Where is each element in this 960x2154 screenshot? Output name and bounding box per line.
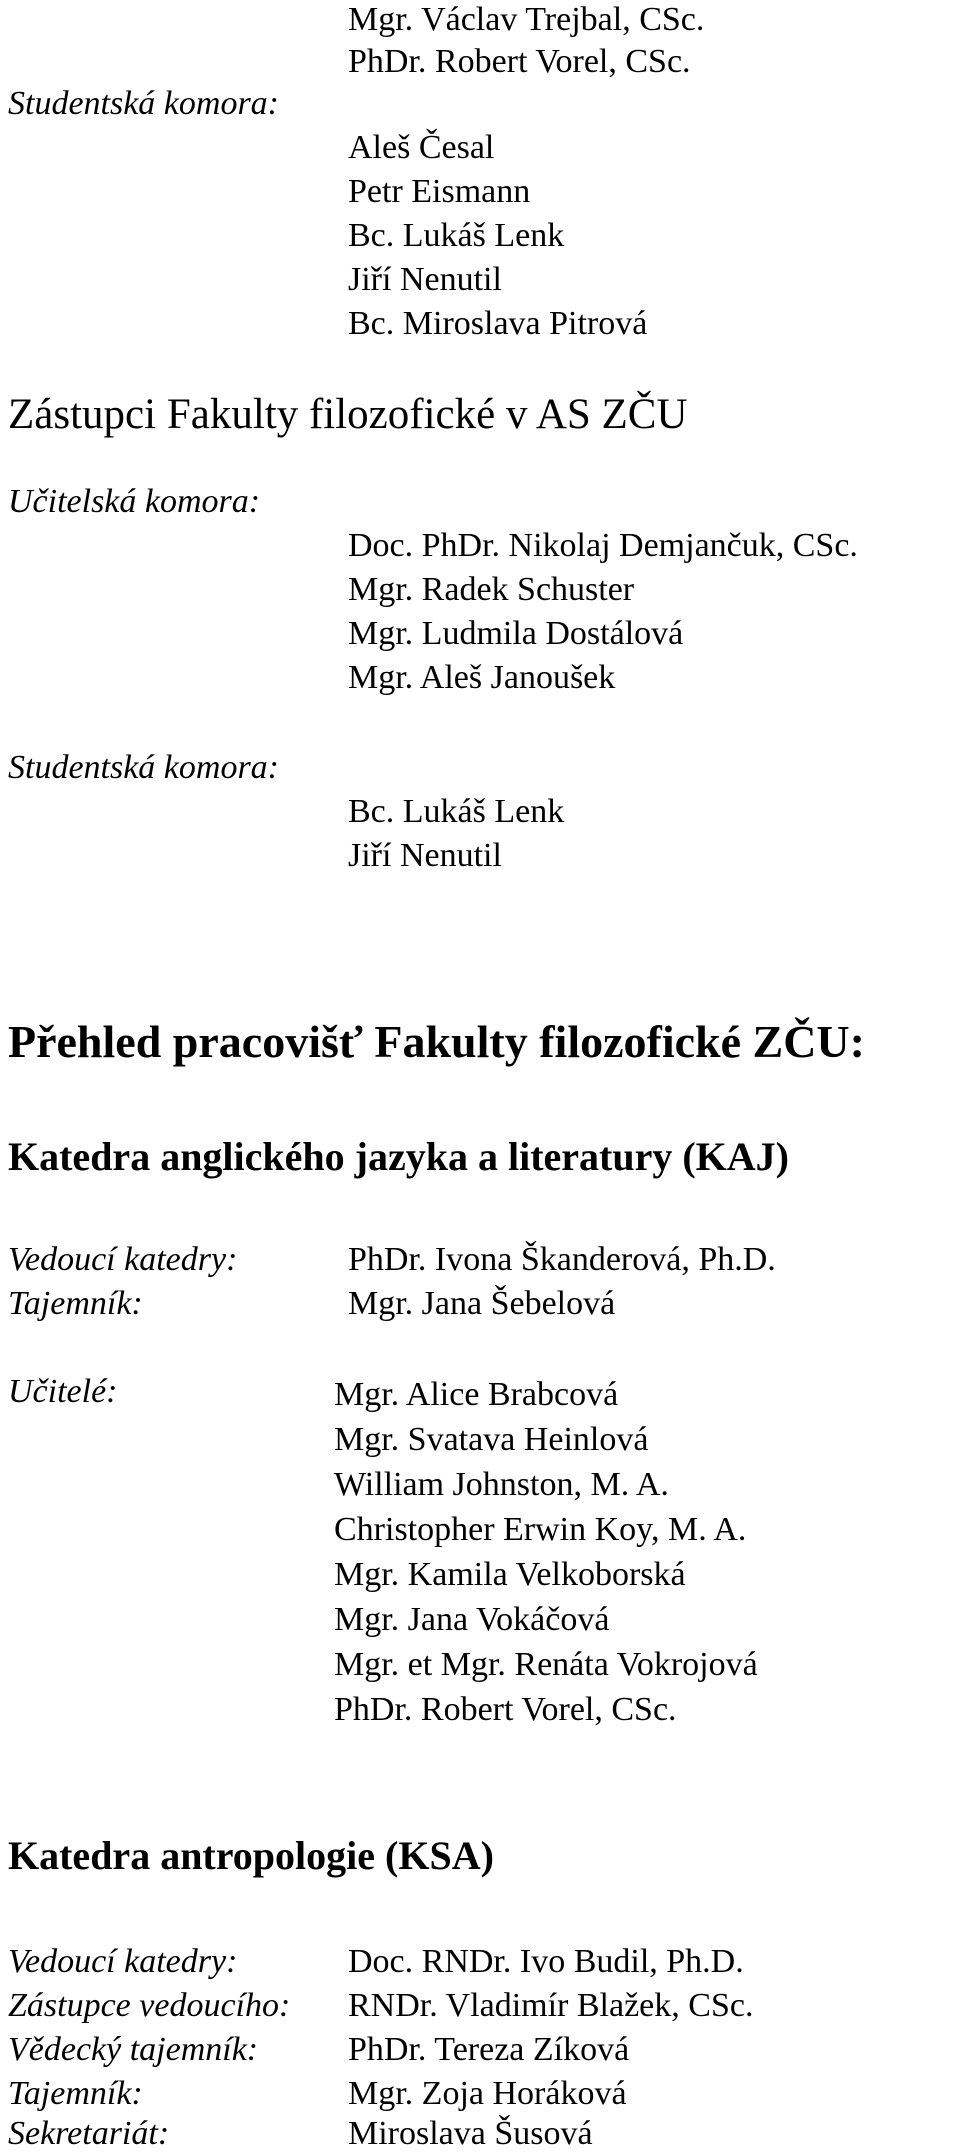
secretary-label: Tajemník: <box>8 1285 143 1322</box>
student-name: Bc. Lukáš Lenk <box>348 793 565 830</box>
teacher-name: Mgr. Svatava Heinlová <box>334 1421 649 1458</box>
teacher-name: Mgr. Jana Vokáčová <box>334 1601 610 1638</box>
teacher-chamber-label: Učitelská komora: <box>8 483 261 520</box>
student-name: Aleš Česal <box>348 129 495 166</box>
overview-heading: Přehled pracovišť Fakulty filozofické ZČU: <box>8 1016 865 1067</box>
teacher-name: Mgr. Aleš Janoušek <box>348 659 616 696</box>
as-zcu-heading: Zástupci Fakulty filozofické v AS ZČU <box>8 391 688 438</box>
row-value: Miroslava Šusová <box>348 2115 593 2152</box>
teacher-name: Doc. PhDr. Nikolaj Demjančuk, CSc. <box>348 527 858 564</box>
teacher-name: William Johnston, M. A. <box>334 1466 669 1503</box>
row-label: Vědecký tajemník: <box>8 2031 259 2068</box>
head-value: PhDr. Ivona Škanderová, Ph.D. <box>348 1241 776 1278</box>
teacher-name: Mgr. Radek Schuster <box>348 571 635 608</box>
row-label: Vedoucí katedry: <box>8 1943 238 1980</box>
teacher-name: Mgr. Václav Trejbal, CSc. <box>348 1 705 38</box>
teacher-name: Mgr. Kamila Velkoborská <box>334 1556 686 1593</box>
student-name: Bc. Lukáš Lenk <box>348 217 565 254</box>
secretary-value: Mgr. Jana Šebelová <box>348 1285 616 1322</box>
student-chamber-label: Studentská komora: <box>8 749 280 786</box>
teacher-name: Christopher Erwin Koy, M. A. <box>334 1511 747 1548</box>
teacher-name: Mgr. Ludmila Dostálová <box>348 615 684 652</box>
teacher-name: PhDr. Robert Vorel, CSc. <box>334 1691 677 1728</box>
kaj-heading: Katedra anglického jazyka a literatury (KAJ) <box>8 1134 789 1179</box>
student-name: Petr Eismann <box>348 173 531 210</box>
teachers-label: Učitelé: <box>8 1373 118 1410</box>
row-label: Zástupce vedoucího: <box>8 1987 291 2024</box>
head-label: Vedoucí katedry: <box>8 1241 238 1278</box>
row-value: Doc. RNDr. Ivo Budil, Ph.D. <box>348 1943 744 1980</box>
row-label: Sekretariát: <box>8 2115 170 2152</box>
row-value: PhDr. Tereza Zíková <box>348 2031 630 2068</box>
student-chamber-label: Studentská komora: <box>8 85 280 122</box>
ksa-heading: Katedra antropologie (KSA) <box>8 1833 494 1878</box>
teacher-name: Mgr. Alice Brabcová <box>334 1376 619 1413</box>
student-name: Jiří Nenutil <box>348 261 502 298</box>
student-name: Jiří Nenutil <box>348 837 502 874</box>
row-label: Tajemník: <box>8 2075 143 2112</box>
row-value: RNDr. Vladimír Blažek, CSc. <box>348 1987 754 2024</box>
student-name: Bc. Miroslava Pitrová <box>348 305 648 342</box>
row-value: Mgr. Zoja Horáková <box>348 2075 627 2112</box>
teacher-name: Mgr. et Mgr. Renáta Vokrojová <box>334 1646 758 1683</box>
teacher-name: PhDr. Robert Vorel, CSc. <box>348 43 691 80</box>
